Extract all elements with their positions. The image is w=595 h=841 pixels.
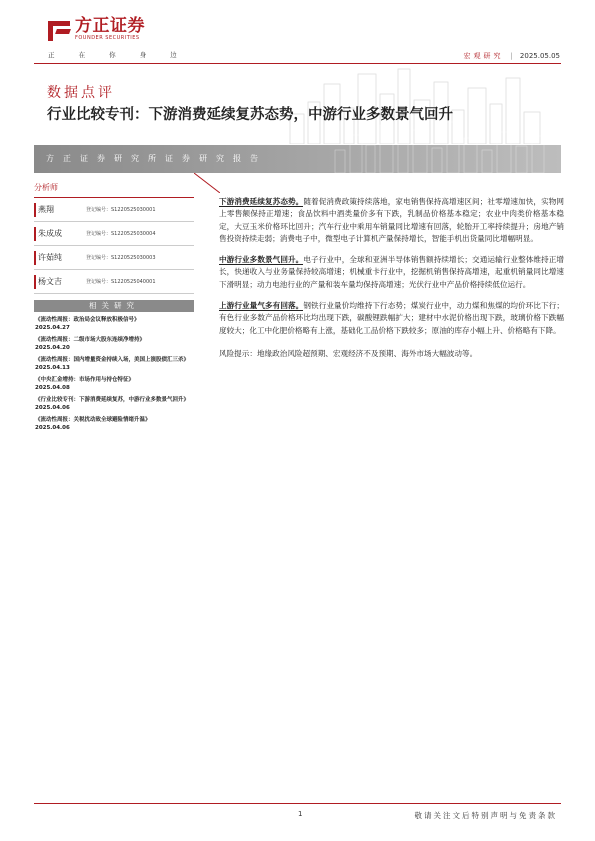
related-title: 《行业比较专刊：下游消费延续复苏，中游行业多数景气回升》 [35,397,190,403]
page-title: 行业比较专刊：下游消费延续复苏态势，中游行业多数景气回升 [47,107,453,123]
company-logo [48,18,145,42]
related-title: 《流动性周报：二级市场大股东连续净增持》 [35,337,146,343]
logo-chinese-text: 方正证券 [75,16,145,36]
disclaimer-note: 敬请关注文后特别声明与免责条款 [414,811,557,820]
banner-text: 方正证券研究所证券研究报告 [46,154,267,163]
company-slogan: 正 在 你 身 边 [48,51,188,59]
analyst-name: 杨文吉 [34,275,86,289]
page-number: 1 [298,810,303,818]
summary-paragraph-upstream [219,300,564,337]
analyst-row [34,270,194,294]
related-research-link[interactable] [34,376,194,392]
analyst-name: 朱成成 [34,227,86,241]
paragraph-heading: 上游行业量气多有回落。 [219,301,304,311]
header-meta [464,51,560,61]
paragraph-heading: 中游行业多数景气回升。 [219,255,304,265]
sidebar [34,182,194,432]
footer-divider [34,803,561,804]
analyst-header: 分析师 [34,183,58,192]
report-date: 2025.05.05 [519,52,560,60]
analyst-reg: 登记编号：S1220525040001 [86,279,156,285]
related-research-link[interactable] [34,336,194,352]
paragraph-text: 电子行业中，全球和亚洲半导体销售额持续增长；交通运输行业整体维持正增长，快递收入与业务量保持较高增速；机械重卡行业中，挖掘机销售保持高增速，起重机销量同比增速下滑明显；动力电池行业的产量和装车量均保持高增速；光伏行业中产品价格持续低位运行。 [219,255,565,289]
section-divider [194,173,220,193]
related-research-header: 相关研究 [34,300,194,312]
summary-paragraph-downstream [219,196,564,245]
related-title: 《流动性周报：政治局会议释放积极信号》 [35,317,140,323]
analyst-row [34,246,194,270]
analyst-reg: 登记编号：S1220525030003 [86,255,156,261]
risk-warning: 风险提示：地缘政治风险超预期、宏观经济不及预期、海外市场大幅波动等。 [219,348,478,358]
banner-skyline-icon [330,120,550,173]
logo-english-text: FOUNDER SECURITIES [75,35,140,41]
analyst-reg: 登记编号：S1220525030004 [86,231,156,237]
header-separator: | [510,52,513,60]
report-type: 数据点评 [47,85,115,101]
related-date: 2025.04.13 [35,365,70,371]
analyst-name: 许茹纯 [34,251,86,265]
analyst-name: 燕翔 [34,203,86,217]
analyst-row [34,198,194,222]
founder-logo-icon [48,19,70,41]
related-research-link[interactable] [34,316,194,332]
related-title: 《流动性周报：国内增量资金持续入场，美国上演股债汇三杀》 [35,357,190,363]
paragraph-text: 钢铁行业量价均维持下行态势；煤炭行业中，动力煤和焦煤的均价环比下行；有色行业多数产品价格环比均出现下跌，碳酸锂跌幅扩大；建材中水泥价格出现下跌，玻璃价格下跌幅度较大；化工中化肥价格略有上涨，基础化工品价格下跌较多；原油的库存小幅上升、价格略有下降。 [219,301,565,335]
summary-paragraph-midstream [219,254,564,291]
related-date: 2025.04.08 [35,385,70,391]
related-title: 《中央汇金增持：市场作用与持仓特征》 [35,377,135,383]
analyst-row [34,222,194,246]
related-research-link[interactable] [34,356,194,372]
analyst-reg: 登记编号：S1220525030001 [86,207,156,213]
report-category: 宏观研究 [463,52,504,60]
paragraph-text: 随着促消费政策持续落地，家电销售保持高增速区间；社零增速加快，实物网上零售额保持正增速；食品饮料中酒类量价多有下跌，乳制品价格基本稳定；农业中肉类价格基本稳定，大豆玉米价格环比回升；汽车行业中乘用车销量同比增速有回落，轮胎开工率持续提升；房地产销售投资持续走弱；消费电子中，微型电子计算机产量保持增长，智能手机出货量同比增幅明显。 [219,197,565,243]
related-date: 2025.04.20 [35,345,70,351]
related-research-link[interactable] [34,396,194,412]
related-date: 2025.04.06 [35,405,70,411]
paragraph-heading: 下游消费延续复苏态势。 [219,197,304,206]
main-content [219,196,564,369]
related-title: 《流动性周报：关税扰动致全球避险情绪升温》 [35,417,151,423]
related-research-link[interactable] [34,416,194,432]
related-date: 2025.04.27 [35,325,70,331]
related-date: 2025.04.06 [35,425,70,431]
